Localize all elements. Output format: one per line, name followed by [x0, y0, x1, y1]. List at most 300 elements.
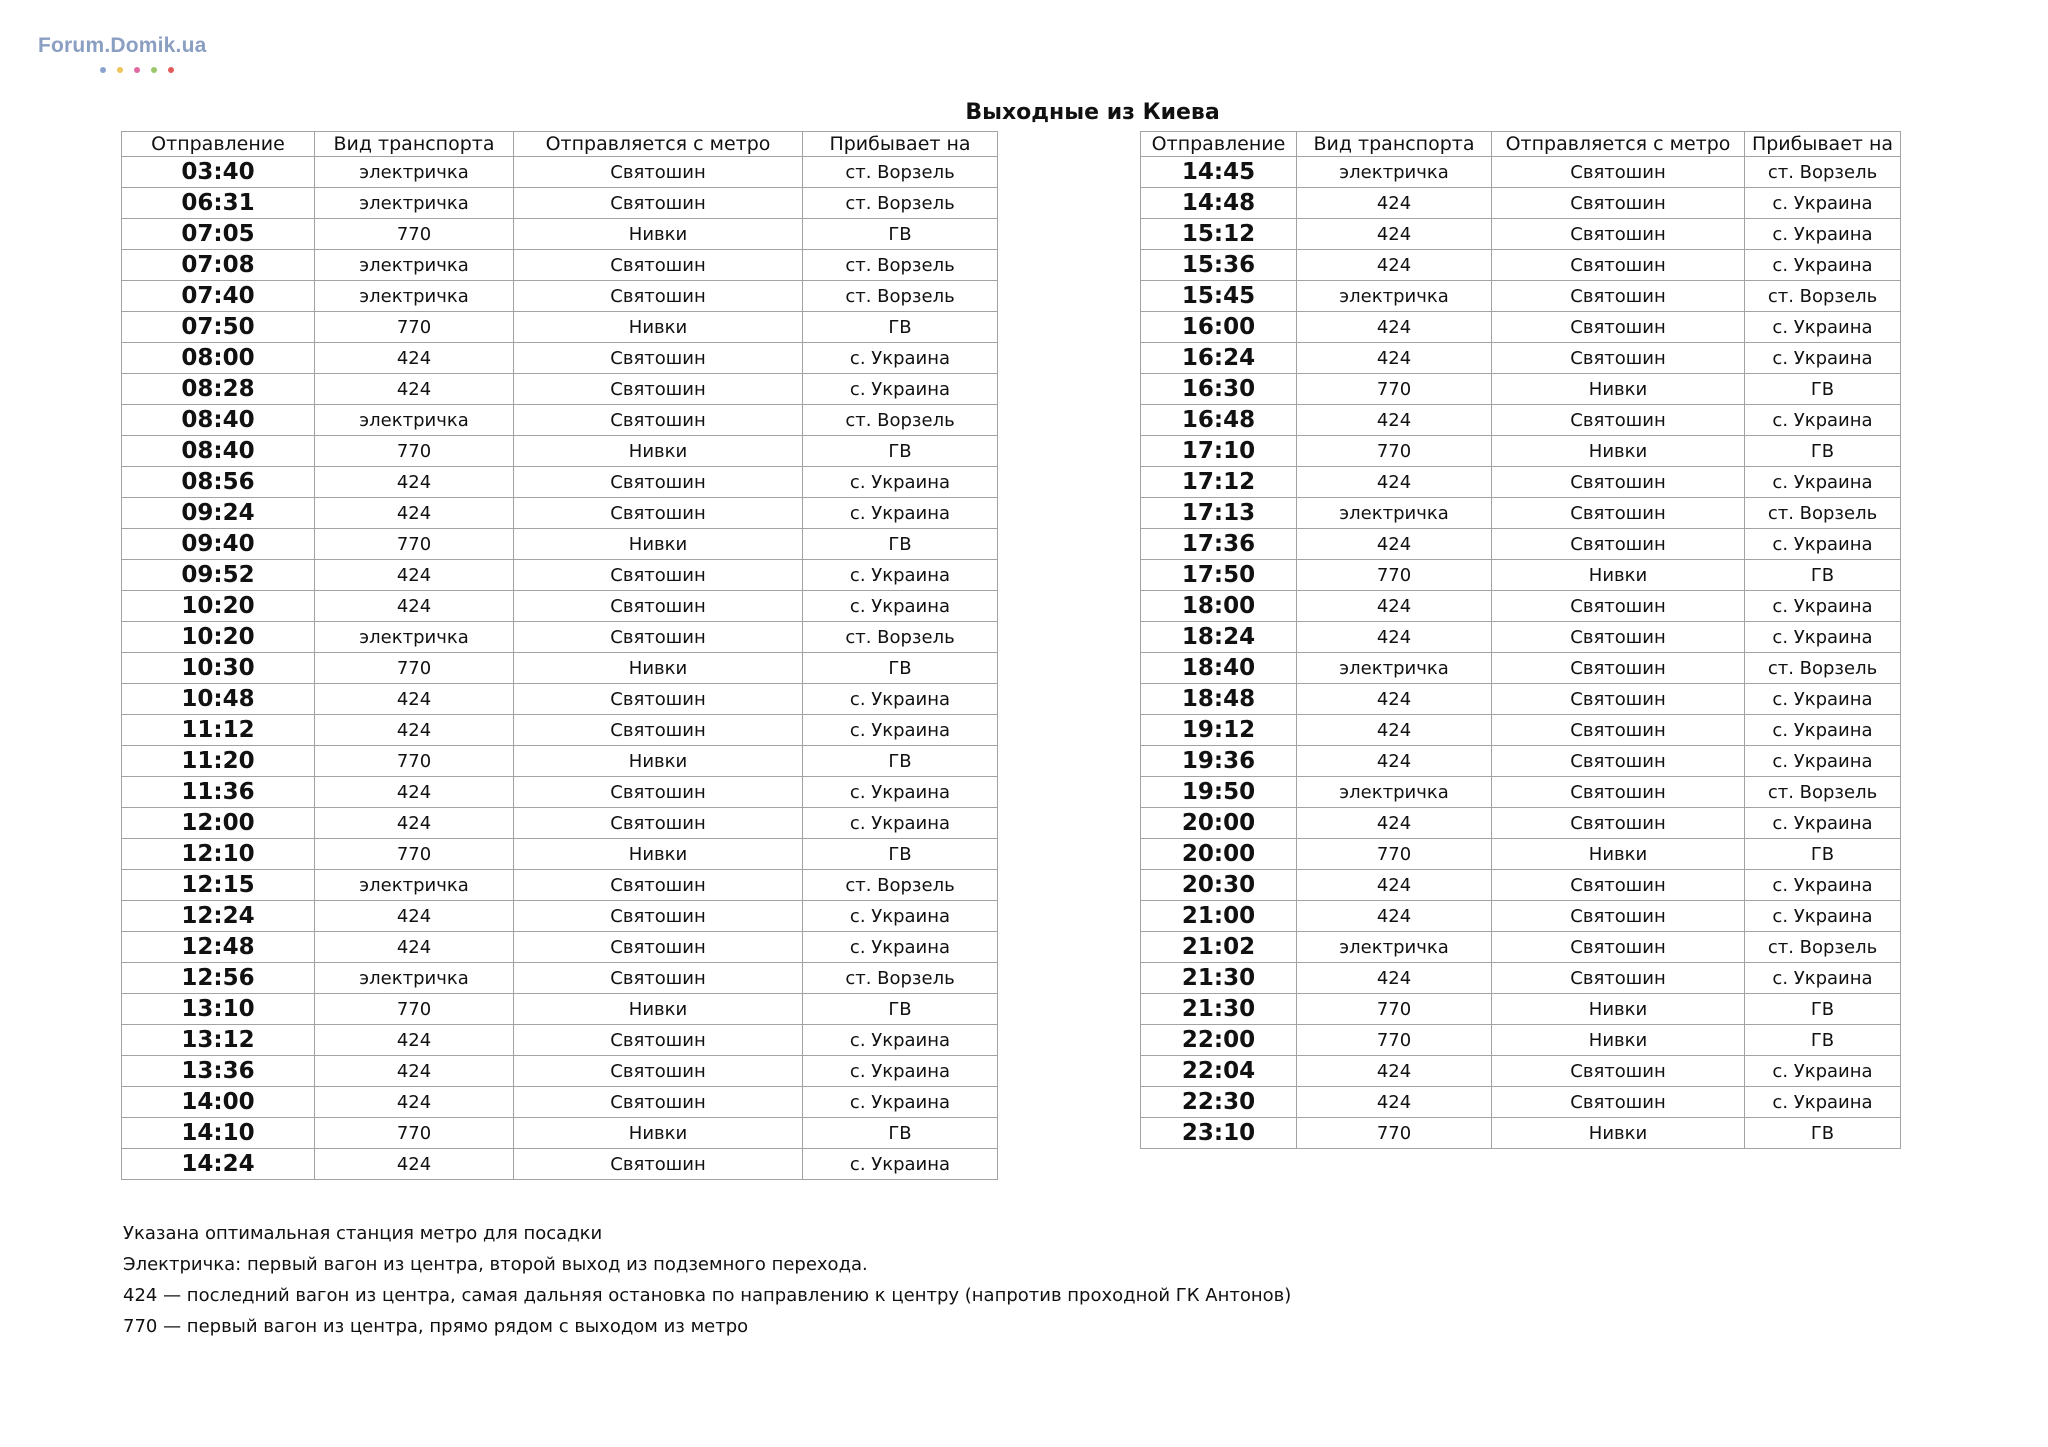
metro-station-cell: Святошин [514, 622, 803, 653]
table-row [1141, 808, 1901, 839]
metro-station-cell: Святошин [514, 932, 803, 963]
transport-type-cell: 424 [315, 591, 514, 622]
transport-type-cell: электричка [1297, 281, 1492, 312]
transport-type-cell: электричка [1297, 932, 1492, 963]
departure-time-cell: 14:10 [122, 1118, 315, 1149]
transport-type-cell: 770 [1297, 994, 1492, 1025]
transport-type-cell: электричка [1297, 157, 1492, 188]
transport-type-cell: 770 [315, 994, 514, 1025]
table-header-row [122, 132, 998, 157]
metro-station-cell: Святошин [514, 808, 803, 839]
arrival-point-cell: с. Украина [1745, 901, 1901, 932]
table-row [122, 994, 998, 1025]
arrival-point-cell: с. Украина [803, 591, 998, 622]
departure-time-cell: 22:04 [1141, 1056, 1297, 1087]
departure-time-cell: 08:56 [122, 467, 315, 498]
table-row [1141, 343, 1901, 374]
table-row [122, 591, 998, 622]
table-row [122, 901, 998, 932]
table-row [122, 188, 998, 219]
departure-time-cell: 16:48 [1141, 405, 1297, 436]
arrival-point-cell: ГВ [803, 436, 998, 467]
arrival-point-cell: ГВ [1745, 1118, 1901, 1149]
arrival-point-cell: с. Украина [803, 715, 998, 746]
table-row [122, 684, 998, 715]
arrival-point-cell: с. Украина [803, 343, 998, 374]
table-row [1141, 467, 1901, 498]
metro-station-cell: Нивки [514, 994, 803, 1025]
transport-type-cell: электричка [1297, 777, 1492, 808]
table-row [1141, 963, 1901, 994]
transport-type-cell: 770 [315, 529, 514, 560]
table-row [1141, 839, 1901, 870]
metro-station-cell: Нивки [514, 312, 803, 343]
table-row [122, 436, 998, 467]
notes [123, 1218, 1291, 1342]
departure-time-cell: 09:52 [122, 560, 315, 591]
arrival-point-cell: ст. Ворзель [803, 963, 998, 994]
transport-type-cell: 770 [1297, 1025, 1492, 1056]
departure-time-cell: 14:48 [1141, 188, 1297, 219]
arrival-point-cell: ст. Ворзель [1745, 932, 1901, 963]
metro-station-cell: Святошин [514, 715, 803, 746]
table-row [1141, 281, 1901, 312]
metro-station-cell: Святошин [1492, 498, 1745, 529]
departure-time-cell: 17:12 [1141, 467, 1297, 498]
metro-station-cell: Нивки [1492, 374, 1745, 405]
transport-type-cell: электричка [315, 157, 514, 188]
departure-time-cell: 12:56 [122, 963, 315, 994]
metro-station-cell: Нивки [514, 529, 803, 560]
arrival-point-cell: с. Украина [803, 932, 998, 963]
departure-time-cell: 16:24 [1141, 343, 1297, 374]
departure-time-cell: 20:30 [1141, 870, 1297, 901]
transport-type-cell: 424 [1297, 746, 1492, 777]
table-row [1141, 405, 1901, 436]
arrival-point-cell: ст. Ворзель [803, 250, 998, 281]
metro-station-cell: Святошин [1492, 312, 1745, 343]
arrival-point-cell: ГВ [1745, 994, 1901, 1025]
metro-station-cell: Святошин [1492, 250, 1745, 281]
arrival-point-cell: с. Украина [803, 684, 998, 715]
transport-type-cell: 424 [1297, 715, 1492, 746]
metro-station-cell: Святошин [1492, 467, 1745, 498]
schedule-rows-right [1141, 157, 1901, 1149]
arrival-point-cell: с. Украина [1745, 188, 1901, 219]
metro-station-cell: Святошин [1492, 281, 1745, 312]
arrival-point-cell: с. Украина [803, 808, 998, 839]
departure-time-cell: 19:12 [1141, 715, 1297, 746]
metro-station-cell: Нивки [1492, 1025, 1745, 1056]
departure-time-cell: 07:08 [122, 250, 315, 281]
note-line: Указана оптимальная станция метро для посадки [123, 1223, 603, 1244]
arrival-point-cell: ст. Ворзель [1745, 653, 1901, 684]
arrival-point-cell: с. Украина [1745, 1087, 1901, 1118]
transport-type-cell: 424 [1297, 591, 1492, 622]
departure-time-cell: 10:20 [122, 622, 315, 653]
arrival-point-cell: с. Украина [1745, 591, 1901, 622]
arrival-point-cell: ГВ [803, 529, 998, 560]
transport-type-cell: электричка [315, 870, 514, 901]
arrival-point-cell: с. Украина [803, 560, 998, 591]
departure-time-cell: 12:48 [122, 932, 315, 963]
table-row [122, 529, 998, 560]
transport-type-cell: 770 [315, 436, 514, 467]
table-row [122, 467, 998, 498]
departure-time-cell: 19:36 [1141, 746, 1297, 777]
table-header-row [1141, 132, 1901, 157]
table-row [122, 746, 998, 777]
arrival-point-cell: с. Украина [1745, 808, 1901, 839]
departure-time-cell: 10:30 [122, 653, 315, 684]
table-row [1141, 157, 1901, 188]
transport-type-cell: 424 [315, 684, 514, 715]
metro-station-cell: Святошин [514, 250, 803, 281]
table-row [1141, 746, 1901, 777]
transport-type-cell: 770 [315, 839, 514, 870]
schedule-rows-left [122, 157, 998, 1180]
departure-time-cell: 09:24 [122, 498, 315, 529]
transport-type-cell: 770 [315, 219, 514, 250]
transport-type-cell: 770 [315, 312, 514, 343]
arrival-point-cell: с. Украина [803, 467, 998, 498]
table-row [1141, 250, 1901, 281]
table-row [122, 963, 998, 994]
table-row [122, 219, 998, 250]
note-line: 770 — первый вагон из центра, прямо рядом с выходом из метро [123, 1316, 749, 1337]
arrival-point-cell: с. Украина [1745, 343, 1901, 374]
transport-type-cell: 424 [1297, 1056, 1492, 1087]
metro-station-cell: Святошин [514, 1056, 803, 1087]
departure-time-cell: 13:36 [122, 1056, 315, 1087]
departure-time-cell: 17:36 [1141, 529, 1297, 560]
transport-type-cell: 424 [1297, 622, 1492, 653]
metro-station-cell: Святошин [514, 870, 803, 901]
table-row [122, 560, 998, 591]
metro-station-cell: Святошин [1492, 901, 1745, 932]
arrival-point-cell: ст. Ворзель [803, 870, 998, 901]
transport-type-cell: 770 [1297, 1118, 1492, 1149]
metro-station-cell: Святошин [514, 591, 803, 622]
page-title: Выходные из Киева [965, 100, 1220, 125]
column-header-arrival: Прибывает на [1745, 132, 1901, 157]
transport-type-cell: 770 [315, 1118, 514, 1149]
transport-type-cell: 424 [1297, 343, 1492, 374]
table-row [1141, 1118, 1901, 1149]
transport-type-cell: электричка [315, 622, 514, 653]
table-row [1141, 529, 1901, 560]
transport-type-cell: 424 [1297, 467, 1492, 498]
metro-station-cell: Нивки [514, 746, 803, 777]
arrival-point-cell: ГВ [1745, 560, 1901, 591]
arrival-point-cell: ГВ [1745, 1025, 1901, 1056]
arrival-point-cell: ст. Ворзель [1745, 281, 1901, 312]
departure-time-cell: 08:00 [122, 343, 315, 374]
table-row [122, 1118, 998, 1149]
arrival-point-cell: с. Украина [803, 1025, 998, 1056]
metro-station-cell: Святошин [514, 281, 803, 312]
table-row [122, 405, 998, 436]
metro-station-cell: Святошин [514, 498, 803, 529]
departure-time-cell: 08:40 [122, 436, 315, 467]
departure-time-cell: 15:45 [1141, 281, 1297, 312]
arrival-point-cell: ГВ [803, 312, 998, 343]
table-row [1141, 932, 1901, 963]
table-row [1141, 219, 1901, 250]
transport-type-cell: 424 [315, 808, 514, 839]
arrival-point-cell: ГВ [1745, 839, 1901, 870]
table-row [122, 1149, 998, 1180]
transport-type-cell: электричка [315, 963, 514, 994]
metro-station-cell: Святошин [1492, 529, 1745, 560]
metro-station-cell: Святошин [1492, 622, 1745, 653]
transport-type-cell: 424 [1297, 188, 1492, 219]
table-row [122, 777, 998, 808]
transport-type-cell: 770 [315, 746, 514, 777]
arrival-point-cell: ст. Ворзель [1745, 777, 1901, 808]
table-row [122, 498, 998, 529]
arrival-point-cell: с. Украина [803, 1056, 998, 1087]
table-row [1141, 684, 1901, 715]
transport-type-cell: 770 [315, 653, 514, 684]
table-row [1141, 653, 1901, 684]
departure-time-cell: 08:40 [122, 405, 315, 436]
departure-time-cell: 06:31 [122, 188, 315, 219]
logo-text: Forum.Domik.ua [38, 34, 207, 57]
transport-type-cell: 770 [1297, 374, 1492, 405]
departure-time-cell: 16:00 [1141, 312, 1297, 343]
table-row [122, 622, 998, 653]
departure-time-cell: 23:10 [1141, 1118, 1297, 1149]
schedule-table-right [1140, 131, 1901, 1149]
metro-station-cell: Святошин [514, 405, 803, 436]
departure-time-cell: 17:10 [1141, 436, 1297, 467]
metro-station-cell: Святошин [514, 901, 803, 932]
departure-time-cell: 18:00 [1141, 591, 1297, 622]
arrival-point-cell: с. Украина [803, 901, 998, 932]
arrival-point-cell: с. Украина [1745, 1056, 1901, 1087]
arrival-point-cell: ст. Ворзель [1745, 157, 1901, 188]
departure-time-cell: 11:36 [122, 777, 315, 808]
arrival-point-cell: с. Украина [1745, 715, 1901, 746]
transport-type-cell: 424 [1297, 1087, 1492, 1118]
table-row [122, 715, 998, 746]
metro-station-cell: Святошин [514, 374, 803, 405]
arrival-point-cell: ГВ [803, 219, 998, 250]
table-row [1141, 1025, 1901, 1056]
table-row [1141, 188, 1901, 219]
table-row [1141, 777, 1901, 808]
transport-type-cell: 424 [315, 932, 514, 963]
arrival-point-cell: ГВ [1745, 436, 1901, 467]
transport-type-cell: 424 [1297, 963, 1492, 994]
arrival-point-cell: с. Украина [1745, 870, 1901, 901]
arrival-point-cell: с. Украина [1745, 622, 1901, 653]
table-row [1141, 312, 1901, 343]
arrival-point-cell: ГВ [803, 1118, 998, 1149]
metro-station-cell: Нивки [1492, 839, 1745, 870]
metro-station-cell: Святошин [514, 963, 803, 994]
column-header-departure: Отправление [122, 132, 315, 157]
logo-dot [100, 67, 106, 73]
table-row [122, 932, 998, 963]
table-row [122, 250, 998, 281]
metro-station-cell: Нивки [1492, 560, 1745, 591]
transport-type-cell: 424 [315, 1056, 514, 1087]
departure-time-cell: 16:30 [1141, 374, 1297, 405]
arrival-point-cell: с. Украина [1745, 250, 1901, 281]
metro-station-cell: Нивки [514, 653, 803, 684]
arrival-point-cell: с. Украина [803, 1087, 998, 1118]
metro-station-cell: Святошин [1492, 188, 1745, 219]
arrival-point-cell: с. Украина [803, 777, 998, 808]
transport-type-cell: электричка [1297, 653, 1492, 684]
transport-type-cell: 424 [315, 715, 514, 746]
departure-time-cell: 11:12 [122, 715, 315, 746]
table-row [122, 343, 998, 374]
transport-type-cell: 424 [315, 343, 514, 374]
departure-time-cell: 18:24 [1141, 622, 1297, 653]
metro-station-cell: Святошин [1492, 932, 1745, 963]
site-logo [38, 34, 206, 58]
departure-time-cell: 14:24 [122, 1149, 315, 1180]
table-row [1141, 1056, 1901, 1087]
arrival-point-cell: с. Украина [803, 374, 998, 405]
table-row [122, 1087, 998, 1118]
departure-time-cell: 10:48 [122, 684, 315, 715]
metro-station-cell: Святошин [514, 684, 803, 715]
arrival-point-cell: с. Украина [1745, 529, 1901, 560]
table-row [122, 312, 998, 343]
departure-time-cell: 21:00 [1141, 901, 1297, 932]
departure-time-cell: 20:00 [1141, 808, 1297, 839]
metro-station-cell: Святошин [1492, 219, 1745, 250]
transport-type-cell: 424 [315, 901, 514, 932]
departure-time-cell: 13:10 [122, 994, 315, 1025]
column-header-metro: Отправляется с метро [1492, 132, 1745, 157]
table-row [122, 808, 998, 839]
departure-time-cell: 11:20 [122, 746, 315, 777]
metro-station-cell: Святошин [514, 157, 803, 188]
logo-dot [151, 67, 157, 73]
arrival-point-cell: с. Украина [1745, 219, 1901, 250]
departure-time-cell: 18:48 [1141, 684, 1297, 715]
transport-type-cell: 424 [1297, 808, 1492, 839]
metro-station-cell: Святошин [514, 467, 803, 498]
transport-type-cell: 424 [1297, 870, 1492, 901]
metro-station-cell: Святошин [514, 1025, 803, 1056]
transport-type-cell: 424 [1297, 312, 1492, 343]
transport-type-cell: 424 [315, 1025, 514, 1056]
metro-station-cell: Святошин [1492, 591, 1745, 622]
transport-type-cell: 424 [315, 498, 514, 529]
departure-time-cell: 21:02 [1141, 932, 1297, 963]
transport-type-cell: 424 [1297, 901, 1492, 932]
metro-station-cell: Святошин [1492, 1087, 1745, 1118]
departure-time-cell: 15:12 [1141, 219, 1297, 250]
departure-time-cell: 13:12 [122, 1025, 315, 1056]
arrival-point-cell: ст. Ворзель [803, 622, 998, 653]
column-header-metro: Отправляется с метро [514, 132, 803, 157]
table-row [122, 839, 998, 870]
table-row [1141, 1087, 1901, 1118]
departure-time-cell: 09:40 [122, 529, 315, 560]
arrival-point-cell: ГВ [803, 994, 998, 1025]
table-row [122, 870, 998, 901]
metro-station-cell: Святошин [1492, 715, 1745, 746]
note-line: 424 — последний вагон из центра, самая дальняя остановка по направлению к центру (напротив проходной ГК Антонов) [123, 1285, 1292, 1306]
table-row [1141, 870, 1901, 901]
transport-type-cell: электричка [315, 188, 514, 219]
metro-station-cell: Святошин [1492, 870, 1745, 901]
metro-station-cell: Нивки [514, 436, 803, 467]
departure-time-cell: 07:40 [122, 281, 315, 312]
column-header-transport: Вид транспорта [315, 132, 514, 157]
logo-dots [100, 58, 185, 77]
departure-time-cell: 07:05 [122, 219, 315, 250]
table-row [122, 1056, 998, 1087]
metro-station-cell: Нивки [514, 219, 803, 250]
metro-station-cell: Святошин [514, 343, 803, 374]
arrival-point-cell: с. Украина [1745, 684, 1901, 715]
departure-time-cell: 20:00 [1141, 839, 1297, 870]
arrival-point-cell: ст. Ворзель [803, 281, 998, 312]
transport-type-cell: 424 [1297, 250, 1492, 281]
metro-station-cell: Святошин [514, 1149, 803, 1180]
table-row [1141, 591, 1901, 622]
metro-station-cell: Святошин [514, 1087, 803, 1118]
schedule-table-left [121, 131, 998, 1180]
transport-type-cell: электричка [315, 405, 514, 436]
transport-type-cell: 424 [1297, 529, 1492, 560]
table-row [122, 374, 998, 405]
arrival-point-cell: с. Украина [1745, 405, 1901, 436]
column-header-transport: Вид транспорта [1297, 132, 1492, 157]
departure-time-cell: 12:15 [122, 870, 315, 901]
transport-type-cell: 424 [315, 1087, 514, 1118]
metro-station-cell: Святошин [1492, 963, 1745, 994]
departure-time-cell: 19:50 [1141, 777, 1297, 808]
arrival-point-cell: с. Украина [1745, 963, 1901, 994]
departure-time-cell: 10:20 [122, 591, 315, 622]
metro-station-cell: Святошин [1492, 157, 1745, 188]
column-header-arrival: Прибывает на [803, 132, 998, 157]
arrival-point-cell: ст. Ворзель [803, 157, 998, 188]
departure-time-cell: 08:28 [122, 374, 315, 405]
logo-dot [168, 67, 174, 73]
metro-station-cell: Нивки [1492, 994, 1745, 1025]
departure-time-cell: 12:24 [122, 901, 315, 932]
arrival-point-cell: ГВ [803, 653, 998, 684]
table-row [122, 653, 998, 684]
transport-type-cell: 424 [1297, 405, 1492, 436]
arrival-point-cell: с. Украина [803, 1149, 998, 1180]
transport-type-cell: электричка [1297, 498, 1492, 529]
transport-type-cell: 770 [1297, 839, 1492, 870]
departure-time-cell: 14:00 [122, 1087, 315, 1118]
departure-time-cell: 18:40 [1141, 653, 1297, 684]
departure-time-cell: 17:13 [1141, 498, 1297, 529]
transport-type-cell: 424 [315, 777, 514, 808]
arrival-point-cell: ст. Ворзель [803, 405, 998, 436]
table-row [122, 1025, 998, 1056]
note-line: Электричка: первый вагон из центра, второй выход из подземного перехода. [123, 1254, 868, 1275]
metro-station-cell: Нивки [514, 1118, 803, 1149]
table-row [1141, 715, 1901, 746]
metro-station-cell: Нивки [514, 839, 803, 870]
table-row [1141, 436, 1901, 467]
departure-time-cell: 21:30 [1141, 963, 1297, 994]
